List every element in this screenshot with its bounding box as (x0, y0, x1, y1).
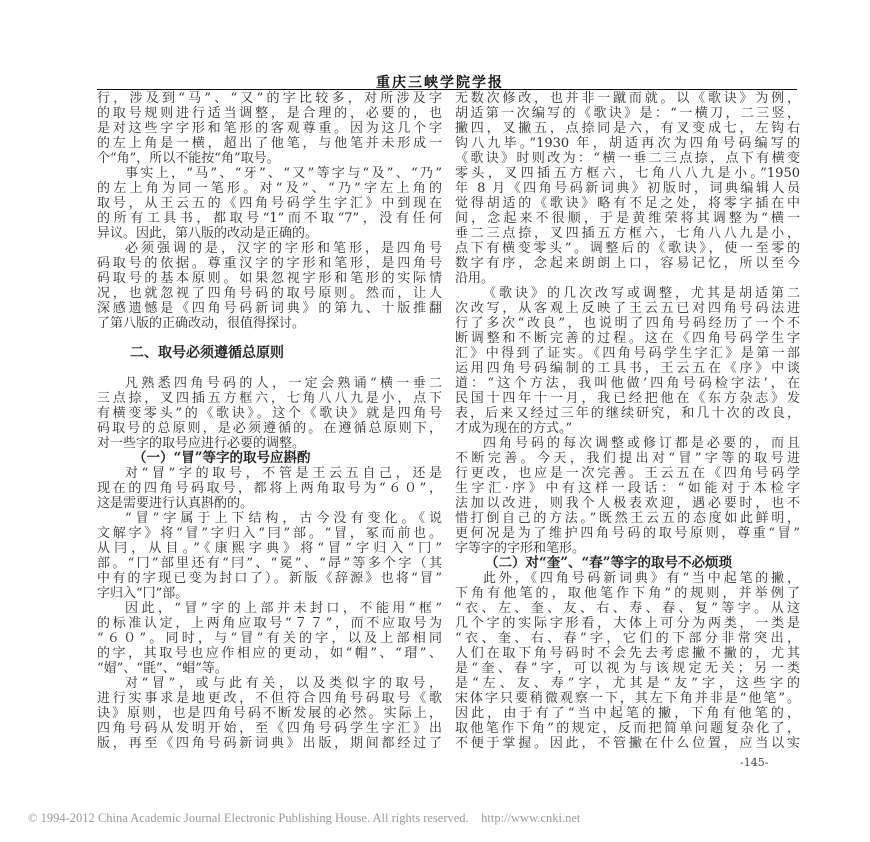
text-line: 《歌诀》时则改为：“横一垂二三点捺，点下有横变 (455, 151, 800, 166)
text-line: 取他笔作下角”的规定，反而把简单问题复杂化了， (455, 721, 800, 736)
text-line: 行更改，也应是一次完善。王云五在《四角号码学 (455, 466, 800, 481)
text-line: 必须强调的是，汉字的字形和笔形，是四角号 (125, 241, 442, 256)
text-line: 撇四，叉撇五，点捺同是六，有叉变成七，左钩右 (455, 121, 800, 136)
text-line: “衣、左、奎、友、右、寿、春、复”等字。从这 (455, 601, 800, 616)
text-line: 断调整和不断完善的过程。这在《四角号码学生字 (455, 331, 800, 346)
text-line: 码取号的依据。尊重汉字的字形和笔形，是四角号 (97, 256, 442, 271)
text-line: 码取号的总原则，是必须遵循的。在遵循总原则下， (97, 421, 442, 436)
text-line: 《歌诀》的几次改写或调整，尤其是胡适第二 (483, 286, 800, 301)
text-line: 了第八版的正确改动，很值得探讨。 (97, 316, 306, 331)
text-line: 钩八九毕。”1930 年，胡适再次为四角号码编写的 (455, 136, 800, 151)
text-line: 无数次修改，也并非一蹴而就。以《歌诀》为例， (455, 91, 800, 106)
text-line: 对“冒”，或与此有关，以及类似字的取号， (125, 676, 442, 691)
text-line: 对“冒”字的取号，不管是王云五自己，还是 (125, 466, 442, 481)
text-line: 数字有序，念起来朗朗上口，容易记忆，所以至今 (455, 256, 800, 271)
paragraph (455, 286, 800, 436)
text-line: 生字汇·序》中有这样一段话：“如能对于本检字 (455, 481, 800, 496)
text-line: 法加以改进，则我个人极表欢迎，遇必要时，也不 (455, 496, 800, 511)
text-line: 况，也就忽视了四角号码的取号原则。然而，让人 (97, 286, 442, 301)
text-line: 表，后来又经过三年的继续研究，和几十次的改良， (455, 406, 800, 421)
text-line: 汇》中得到了证实。《四角号码学生字汇》是第一部 (455, 346, 800, 361)
journal-title: 重庆三峡学院学报 (376, 75, 504, 91)
text-line: 的标准认定，上两角应取号“７７”，而不应取号为 (97, 616, 442, 631)
header-rule (97, 89, 797, 90)
page-number: -145- (740, 756, 769, 769)
subsection-heading: （二）对“奎”、“春”等字的取号不必烦琐 (485, 555, 733, 571)
paragraph (97, 91, 442, 166)
text-line: 垂二三点捺，叉四插五方框六，七角八八九是小， (455, 226, 800, 241)
text-line: 行，涉及到“马”、“又”的字比较多，对所涉及字 (97, 91, 442, 106)
left-column (97, 91, 442, 751)
text-line: 部。“冂”部里还有“冃”、“冕”、“冔”等多个字（其 (97, 556, 442, 571)
right-column (455, 91, 800, 751)
text-line: 诀》原则，也是四角号码不断发展的必然。实际上， (97, 706, 442, 721)
text-line: “冒”字属于上下结构，古今没有变化。《说 (125, 511, 442, 526)
text-line: 码取号的基本原则。如果忽视字形和笔形的实际情 (97, 271, 442, 286)
text-line: 四角号码从发明开始，至《四角号码学生字汇》出 (97, 721, 442, 736)
text-line: 因此，由于有了“当中起笔的撇，下角有他笔的， (455, 706, 800, 721)
text-line: 现在的四角号码取号，都将上两角取号为“６０”， (97, 481, 442, 496)
text-line: 道：“这个方法，我叫他做‘四角号码检字法’，在 (455, 376, 800, 391)
text-line: 版，再至《四角号码新词典》出版，期间都经过了 (97, 736, 442, 751)
text-line: 此外，《四角号码新词典》有“当中起笔的撇， (483, 571, 800, 586)
section-heading: 二、取号必须遵循总原则 (130, 345, 284, 361)
text-line: 取号，从王云五的《四角号码学生字汇》中到现在 (97, 196, 442, 211)
text-line: 从冃，从目。”《康熙字典》将“冒”字归入“冂” (97, 541, 442, 556)
text-line: 运用四角号码编制的工具书，王云五在《序》中谈 (455, 361, 800, 376)
text-line: 下角有他笔的，取他笔作下角”的规则，并举例了 (455, 586, 800, 601)
paragraph (455, 436, 800, 556)
text-line: 觉得胡适的《歌诀》略有不足之处，将零字插在中 (455, 196, 800, 211)
paragraph (97, 601, 442, 676)
copyright-footer: © 1994-2012 China Academic Journal Electronic Publishing House. All rights reserved. http://www.cnki.net (28, 811, 581, 825)
paragraph (97, 676, 442, 751)
text-line: “衣、奎、右、春”字，它们的下部分非常突出， (455, 631, 800, 646)
text-line: 不便于掌握。因此，不管撇在什么位置，应当以实 (455, 736, 800, 751)
text-line: 人们在取下角号码时不会先去考虑撇不撇的，尤其 (455, 646, 800, 661)
text-line: 民国十四年十一月，我已经把他在《东方杂志》发 (455, 391, 800, 406)
text-line: 的左上角为同一笔形。对“及”、“乃”字左上角的 (97, 181, 442, 196)
text-line: 不断完善。今天，我们提出对“冒”字等的取号进 (455, 451, 800, 466)
paragraph (97, 511, 442, 601)
text-line: 零头，叉四插五方框六，七角八八九是小。”1950 (455, 166, 800, 181)
text-line: 这是需要进行认真斟酌的。 (97, 496, 254, 511)
text-line: 间，念起来不很顺，于是黄维荣将其调整为“横一 (455, 211, 800, 226)
text-line: 深感遗憾是《四角号码新词典》的第九、十版推翻 (97, 301, 442, 316)
text-line: “媢”、“毷”、“蝐”等。 (97, 661, 228, 676)
text-line: “６０”。同时，与“冒”有关的字，以及上部相同 (97, 631, 442, 646)
text-line: 沿用。 (455, 271, 495, 286)
paragraph (97, 376, 442, 451)
text-line: 胡适第一次编写的《歌诀》是：“一横刀，二三竖， (455, 106, 800, 121)
paragraph (97, 241, 442, 331)
text-line: 更何况是为了维护四角号码的取号原则，尊重“冒” (455, 526, 800, 541)
text-line: 进行实事求是地更改，不但符合四角号码取号《歌 (97, 691, 442, 706)
text-line: 的取号规则进行适当调整，是合理的，必要的，也 (97, 106, 442, 121)
text-line: 因此，“冒”字的上部并未封口，不能用“框” (125, 601, 442, 616)
text-line: 是“奎、春”字，可以视为与该规定无关；另一类 (455, 661, 800, 676)
text-line: 是对这些字字形和笔形的客观尊重。因为这几个字 (97, 121, 442, 136)
text-line: 的所有工具书，都取号“1”而不取“7”，没有任何 (97, 211, 442, 226)
text-line: 点下有横变零头”。调整后的《歌诀》，使一至零的 (455, 241, 800, 256)
text-line: 凡熟悉四角号码的人，一定会熟诵“横一垂二 (125, 376, 442, 391)
text-line: 才成为现在的方式。” (455, 421, 573, 436)
text-line: 对一些字的取号应进行必要的调整。 (97, 436, 306, 451)
text-line: 是“左、友、寿”字，尤其是“友”字，这些字的 (455, 676, 800, 691)
text-line: 次改写，从客观上反映了王云五已对四角号码法进 (455, 301, 800, 316)
text-line: 四角号码的每次调整或修订都是必要的，而且 (483, 436, 800, 451)
paragraph (97, 166, 442, 241)
subsection-heading: （一）“冒”等字的取号应斟酌 (133, 450, 311, 466)
text-line: 几个字的实际字形看，大体上可分为两类，一类是 (455, 616, 800, 631)
paragraph (455, 571, 800, 751)
paragraph (97, 466, 442, 511)
paragraph (455, 91, 800, 286)
text-line: 的字，其取号也应作相应的更动，如“帽”、“瑁”、 (97, 646, 442, 661)
text-line: 异议。因此，第八版的改动是正确的。 (97, 226, 319, 241)
text-line: 年 8 月《四角号码新词典》初版时，词典编辑人员 (455, 181, 800, 196)
text-line: 惜打倒自己的方法。”既然王云五的态度如此鲜明， (455, 511, 800, 526)
text-line: 个“角”，所以不能按“角”取号。 (97, 151, 280, 166)
text-line: 文解字》将“冒”字归入“冃”部。“冒，冢而前也。 (97, 526, 442, 541)
text-line: 行了多次“改良”，也说明了四角号码经历了一个不 (455, 316, 800, 331)
text-line: 字等字的字形和笔形。 (455, 541, 586, 556)
text-line: 事实上，“马”、“牙”、“又”等字与“及”、“乃” (125, 166, 442, 181)
text-line: 宋体字只要稍微观察一下，其左下角并非是“他笔”。 (455, 691, 800, 706)
text-line: 中有的字现已变为封口了）。新版《辞源》也将“冒” (97, 571, 442, 586)
text-line: 的左上角是一横，超出了他笔，与他笔并未形成一 (97, 136, 442, 151)
text-line: 有横变零头”的《歌诀》。这个《歌诀》就是四角号 (97, 406, 442, 421)
text-line: 字归入“冂”部。 (97, 586, 189, 601)
text-line: 三点捺，叉四插五方框六，七角八八九是小，点下 (97, 391, 442, 406)
